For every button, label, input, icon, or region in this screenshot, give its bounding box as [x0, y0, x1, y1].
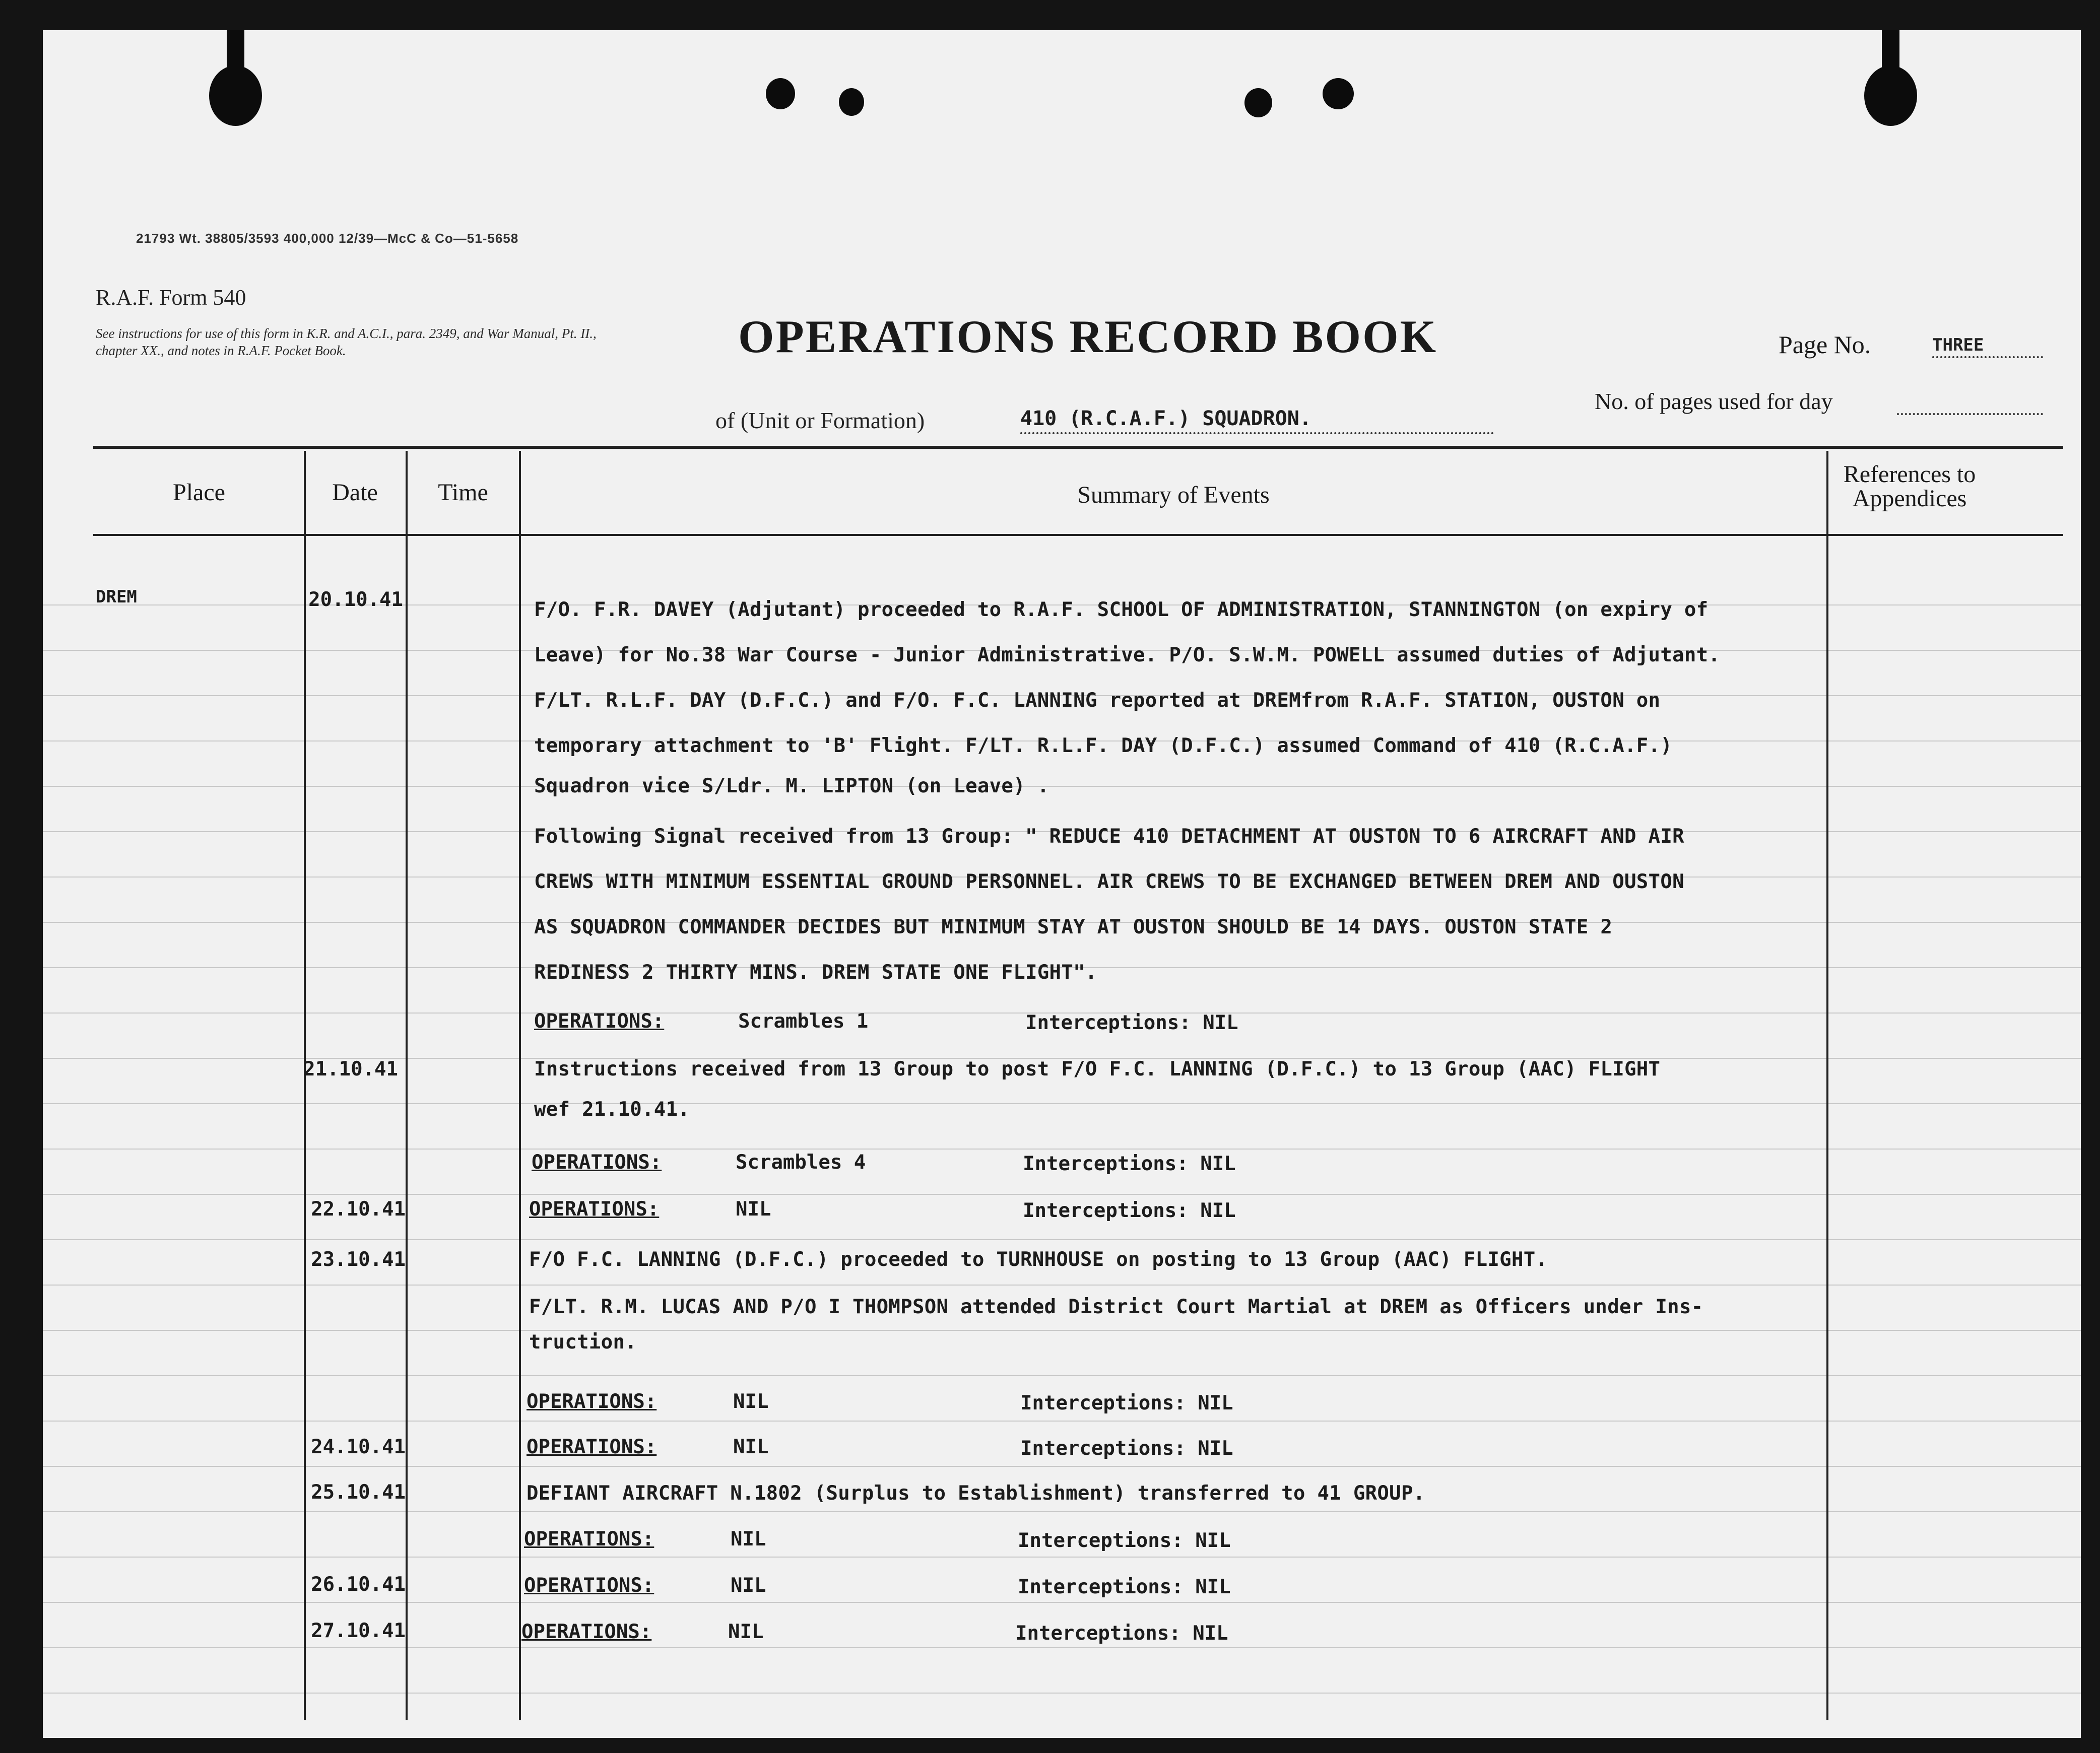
page-number-value: THREE [1932, 335, 2043, 358]
operations-label: OPERATIONS: [524, 1574, 654, 1597]
summary-line: Squadron vice S/Ldr. M. LIPTON (on Leave) . [534, 775, 1049, 797]
ruled-line [43, 1647, 2081, 1648]
ruled-line [43, 1194, 2081, 1195]
column-header-place: Place [173, 479, 225, 506]
operations-label: OPERATIONS: [534, 1010, 665, 1033]
binder-hole-3 [1244, 88, 1272, 117]
operations-interceptions: Interceptions: NIL [1023, 1153, 1236, 1175]
ruled-line [43, 1693, 2081, 1694]
column-header-date: Date [332, 479, 378, 506]
operations-scrambles: NIL [733, 1390, 769, 1413]
column-header-summary: Summary of Events [1077, 482, 1270, 508]
summary-line: F/LT. R.M. LUCAS AND P/O I THOMPSON attended District Court Martial at DREM as Officers under Ins- [529, 1296, 1703, 1318]
operations-label: OPERATIONS: [521, 1621, 652, 1643]
date-cell: 27.10.41 [311, 1620, 406, 1642]
column-header-references: References to Appendices [1843, 461, 1976, 512]
operations-scrambles: NIL [731, 1528, 766, 1550]
summary-line: F/LT. R.L.F. DAY (D.F.C.) and F/O. F.C. LANNING reported at DREMfrom R.A.F. STATION, OUSTON on [534, 689, 1661, 712]
summary-line: F/O F.C. LANNING (D.F.C.) proceeded to TURNHOUSE on posting to 13 Group (AAC) FLIGHT. [529, 1248, 1548, 1271]
date-cell: 20.10.41 [308, 588, 403, 611]
operations-interceptions: Interceptions: NIL [1020, 1392, 1233, 1414]
operations-interceptions: Interceptions: NIL [1025, 1012, 1238, 1034]
pages-used-label: No. of pages used for day [1595, 388, 1833, 414]
ruled-line [43, 1149, 2081, 1150]
operations-scrambles: NIL [728, 1621, 764, 1643]
operations-label: OPERATIONS: [527, 1436, 657, 1458]
unit-value: 410 (R.C.A.F.) SQUADRON. [1020, 407, 1494, 434]
ruled-line [43, 1557, 2081, 1558]
summary-line: F/O. F.R. DAVEY (Adjutant) proceeded to R.A.F. SCHOOL OF ADMINISTRATION, STANNINGTON (on expiry of [534, 598, 1709, 621]
ruled-line [43, 1285, 2081, 1286]
date-cell: 24.10.41 [311, 1436, 406, 1458]
summary-line: Leave) for No.38 War Course - Junior Administrative. P/O. S.W.M. POWELL assumed duties of Adjutant. [534, 644, 1721, 666]
summary-line: truction. [529, 1331, 637, 1354]
operations-interceptions: Interceptions: NIL [1020, 1437, 1233, 1460]
ruled-line [43, 1421, 2081, 1422]
summary-line: CREWS WITH MINIMUM ESSENTIAL GROUND PERSONNEL. AIR CREWS TO BE EXCHANGED BETWEEN DREM AND OUSTON [534, 870, 1684, 893]
operations-interceptions: Interceptions: NIL [1015, 1622, 1228, 1645]
header-bottom-border [93, 534, 2063, 536]
place-value: DREM [96, 587, 137, 607]
column-divider [1826, 451, 1828, 1720]
ruled-line [43, 1375, 2081, 1376]
form-instructions: See instructions for use of this form in K.R. and A.C.I., para. 2349, and War Manual, Pt. II., chapter XX., and notes in R.A.F. Pocket Book. [96, 326, 597, 358]
date-cell: 22.10.41 [311, 1198, 406, 1221]
ruled-line [43, 1511, 2081, 1512]
binder-hole-4 [1323, 78, 1354, 109]
column-divider [304, 451, 306, 1720]
operations-scrambles: NIL [733, 1436, 769, 1458]
operations-scrambles: Scrambles 4 [736, 1151, 866, 1174]
operations-label: OPERATIONS: [529, 1198, 660, 1221]
form-sheet [43, 30, 2081, 1738]
printer-imprint: 21793 Wt. 38805/3593 400,000 12/39—McC & Co—51-5658 [136, 231, 519, 246]
ruled-line [43, 1103, 2081, 1104]
column-divider [519, 451, 521, 1720]
summary-line: temporary attachment to 'B' Flight. F/LT. R.L.F. DAY (D.F.C.) assumed Command of 410 (R.C.A.F.) [534, 734, 1673, 757]
operations-label: OPERATIONS: [527, 1390, 657, 1413]
operations-interceptions: Interceptions: NIL [1023, 1199, 1236, 1222]
operations-interceptions: Interceptions: NIL [1018, 1529, 1231, 1552]
summary-line: AS SQUADRON COMMANDER DECIDES BUT MINIMUM STAY AT OUSTON SHOULD BE 14 DAYS. OUSTON STATE 2 [534, 916, 1613, 938]
column-divider [406, 451, 408, 1720]
summary-line: Following Signal received from 13 Group: " REDUCE 410 DETACHMENT AT OUSTON TO 6 AIRCRAFT AND AIR [534, 825, 1684, 848]
summary-line: Instructions received from 13 Group to post F/O F.C. LANNING (D.F.C.) to 13 Group (AAC) FLIGHT [534, 1058, 1661, 1081]
page-title: OPERATIONS RECORD BOOK [738, 311, 1438, 362]
summary-line: wef 21.10.41. [534, 1098, 690, 1121]
punch-hole-right-slot [1882, 30, 1899, 86]
form-number: R.A.F. Form 540 [96, 285, 246, 310]
operations-interceptions: Interceptions: NIL [1018, 1576, 1231, 1598]
ruled-line [43, 1330, 2081, 1331]
binder-hole-1 [766, 78, 795, 109]
date-cell: 21.10.41 [303, 1058, 398, 1081]
date-cell: 26.10.41 [311, 1573, 406, 1596]
date-cell: 25.10.41 [311, 1481, 406, 1504]
operations-label: OPERATIONS: [532, 1151, 662, 1174]
page-number-label: Page No. [1779, 330, 1871, 359]
ruled-line [43, 1239, 2081, 1240]
ruled-line [43, 1602, 2081, 1603]
operations-scrambles: NIL [736, 1198, 771, 1221]
summary-line: DEFIANT AIRCRAFT N.1802 (Surplus to Establishment) transferred to 41 GROUP. [527, 1482, 1425, 1505]
punch-hole-left-slot [227, 30, 244, 86]
column-header-time: Time [438, 479, 488, 506]
summary-line: REDINESS 2 THIRTY MINS. DREM STATE ONE FLIGHT". [534, 961, 1097, 984]
binder-hole-2 [839, 88, 864, 116]
ruled-line [43, 1466, 2081, 1467]
ruled-line [43, 786, 2081, 787]
unit-label: of (Unit or Formation) [715, 408, 925, 433]
pages-used-value [1897, 413, 2043, 415]
table-top-border [93, 446, 2063, 449]
date-cell: 23.10.41 [311, 1248, 406, 1271]
operations-scrambles: NIL [731, 1574, 766, 1597]
operations-label: OPERATIONS: [524, 1528, 654, 1550]
operations-scrambles: Scrambles 1 [738, 1010, 869, 1033]
